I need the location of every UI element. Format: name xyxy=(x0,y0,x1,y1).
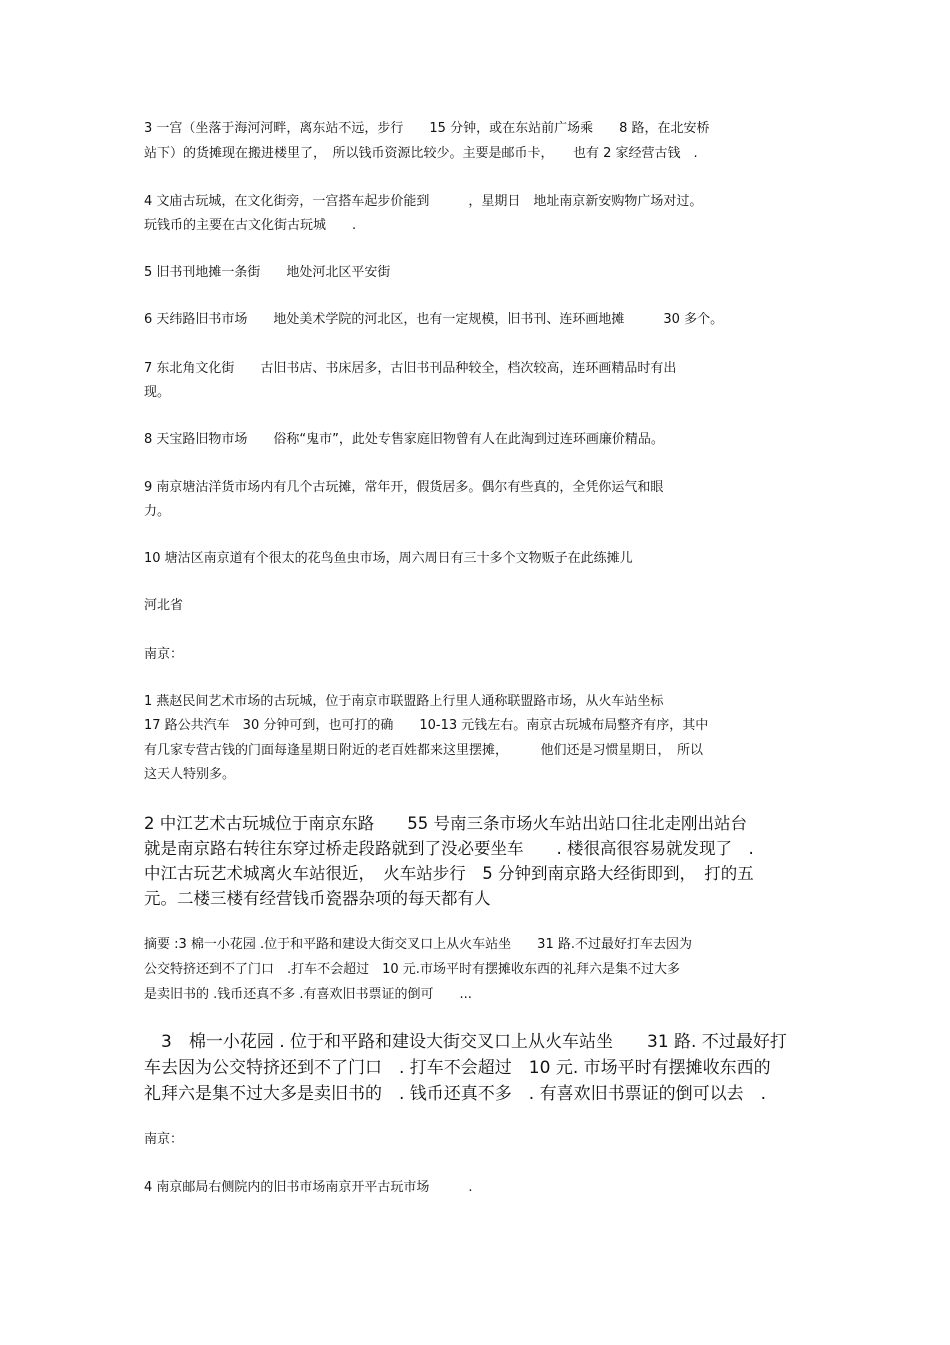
text-line: 17 路公共汽车 30 分钟可到，也可打的确 10-13 元钱左右。南京古玩城布局整齐有序，其中 xyxy=(144,718,709,733)
text-line-large: 车去因为公交特挤还到不了门口 . 打车不会超过 10 元. 市场平时有摆摊收东西的 xyxy=(144,1058,771,1078)
text-line: 6 天纬路旧书市场 地处美术学院的河北区，也有一定规模，旧书刊、连环画地摊 30 多个。 xyxy=(144,312,724,327)
city-heading: 南京： xyxy=(144,1132,184,1147)
text-line: 9 南京塘沽洋货市场内有几个古玩摊，常年开，假货居多。偶尔有些真的，全凭你运气和眼 xyxy=(144,480,664,495)
text-line: 力。 xyxy=(144,504,171,519)
text-line: 有几家专营古钱的门面每逢星期日附近的老百姓都来这里摆摊， 他们还是习惯星期日， 所以 xyxy=(144,743,704,758)
text-line: 8 天宝路旧物市场 俗称“鬼市”，此处专售家庭旧物曾有人在此淘到过连环画廉价精品。 xyxy=(144,432,664,447)
text-line-large: 元。二楼三楼有经营钱币瓷器杂项的每天都有人 xyxy=(144,889,491,908)
text-line: 玩钱币的主要在古文化街古玩城 . xyxy=(144,218,357,233)
text-line: 10 塘沽区南京道有个很太的花鸟鱼虫市场，周六周日有三十多个文物贩子在此练摊儿 xyxy=(144,551,633,566)
text-line-large: 2 中江艺术古玩城位于南京东路 55 号南三条市场火车站出站口往北走刚出站台 xyxy=(144,814,747,833)
text-line: 4 南京邮局右侧院内的旧书市场南京开平古玩市场 . xyxy=(144,1180,473,1195)
text-line: 7 东北角文化街 古旧书店、书床居多，古旧书刊品种较全，档次较高，连环画精品时有出 xyxy=(144,361,677,376)
text-line-large: 3 棉一小花园 . 位于和平路和建设大街交叉口上从火车站坐 31 路. 不过最好打 xyxy=(144,1032,787,1052)
city-heading: 南京： xyxy=(144,647,184,662)
text-line: 4 文庙古玩城，在文化街旁，一宫搭车起步价能到 ，星期日 地址南京新安购物广场对过。 xyxy=(144,194,703,209)
summary-line: 公交特挤还到不了门口 .打车不会超过 10 元.市场平时有摆摊收东西的礼拜六是集不过大多 xyxy=(144,962,680,977)
text-line: 5 旧书刊地摊一条街 地处河北区平安街 xyxy=(144,265,391,280)
text-line: 站下）的货摊现在搬进楼里了， 所以钱币资源比较少。主要是邮币卡， 也有 2 家经营古钱 . xyxy=(144,146,698,161)
text-line-large: 中江古玩艺术城离火车站很近， 火车站步行 5 分钟到南京路大经街即到， 打的五 xyxy=(144,864,754,883)
text-line: 3 一宫（坐落于海河河畔，离东站不远，步行 15 分钟，或在东站前广场乘 8 路，在北安桥 xyxy=(144,121,710,136)
text-line-large: 就是南京路右转往东穿过桥走段路就到了没必要坐车 . 楼很高很容易就发现了 . xyxy=(144,839,754,858)
text-line: 现。 xyxy=(144,385,171,400)
summary-line: 摘要 :3 棉一小花园 .位于和平路和建设大街交叉口上从火车站坐 31 路.不过最好打车去因为 xyxy=(144,937,692,952)
summary-line: 是卖旧书的 .钱币还真不多 .有喜欢旧书票证的倒可 ... xyxy=(144,987,472,1002)
section-heading: 河北省 xyxy=(144,598,184,613)
text-line: 1 燕赵民间艺术市场的古玩城，位于南京市联盟路上行里人通称联盟路市场，从火车站坐标 xyxy=(144,694,664,709)
text-line: 这天人特别多。 xyxy=(144,767,236,782)
text-line-large: 礼拜六是集不过大多是卖旧书的 . 钱币还真不多 . 有喜欢旧书票证的倒可以去 . xyxy=(144,1084,767,1104)
